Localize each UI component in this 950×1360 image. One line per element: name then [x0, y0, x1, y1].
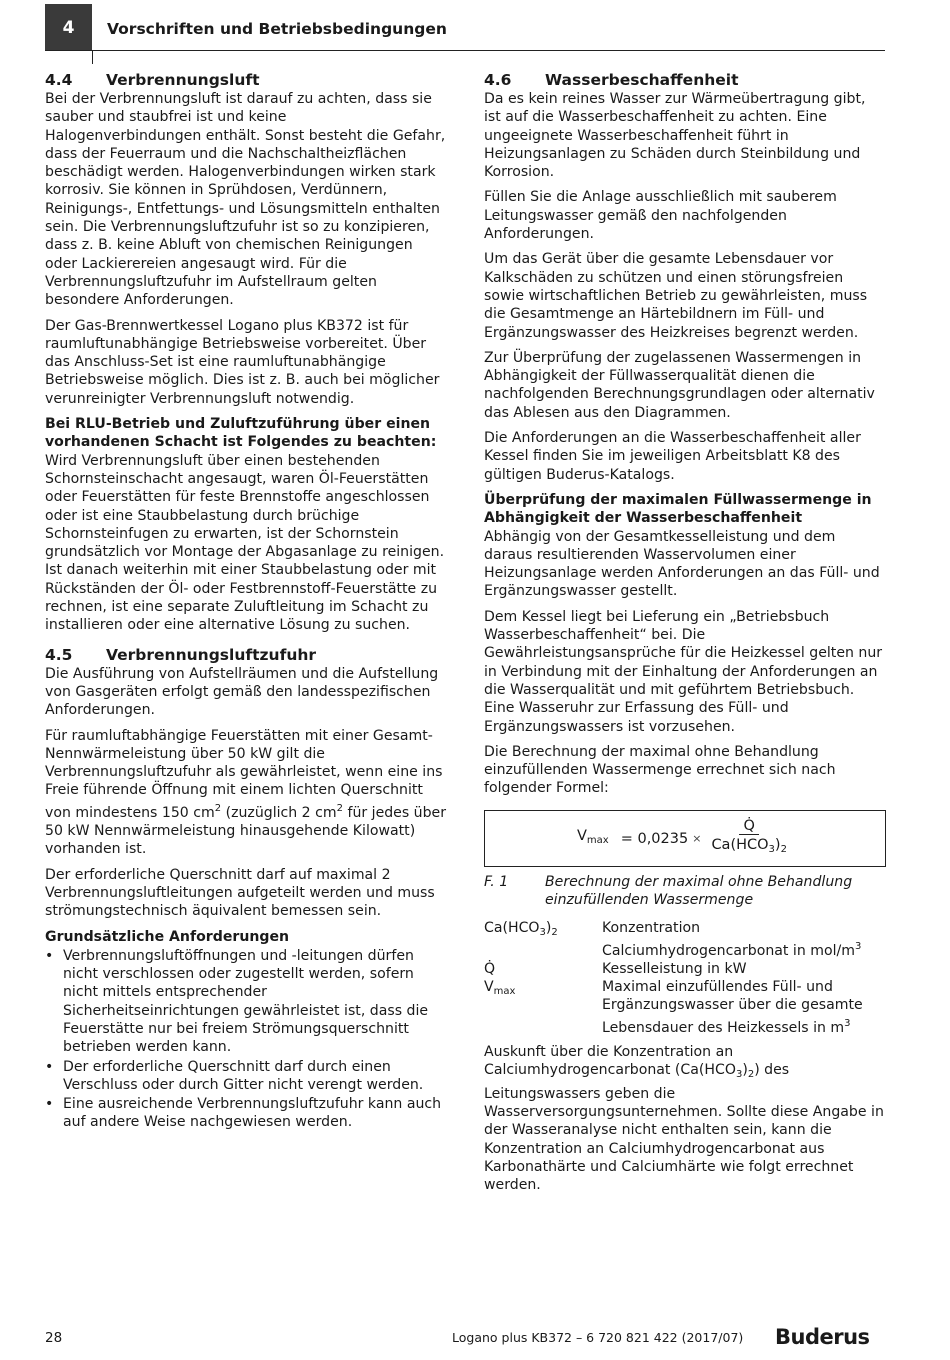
bullet-icon: •	[45, 1096, 54, 1113]
text-run: Q̇	[484, 960, 496, 977]
variable-v: V	[577, 828, 587, 845]
paragraph-cross-section	[45, 727, 447, 859]
legend-description	[602, 978, 886, 1037]
subscript: 2	[780, 844, 787, 856]
section-number: 4.5	[45, 645, 73, 664]
paragraph: Die Berechnung der maximal ohne Behandlung einzufüllenden Wassermenge errechnet sich nach folgender Formel:	[484, 743, 836, 797]
list-item-text: Der erforderliche Querschnitt darf durch einen Verschluss oder durch Gitter nicht verengt werden.	[63, 1058, 424, 1093]
legend-symbol	[484, 960, 602, 978]
formula-box	[484, 810, 886, 867]
paragraph: Um das Gerät über die gesamte Lebensdauer vor Kalkschäden zu schützen und einen störungsfreien sowie wirtschaftlichen Betrieb zu gewährleisten, muss die Gesamtmenge an Härtebildnern im Füll- und Ergänzungswasser des Heizkreises begrenzt werden.	[484, 251, 868, 341]
paragraph: Füllen Sie die Anlage ausschließlich mit sauberem Leitungswasser gemäß den nachfolgenden Anforderungen.	[484, 189, 837, 243]
paragraph: Die Ausführung von Aufstellräumen und die Aufstellung von Gasgeräten erfolgt gemäß den landesspezifischen Anforderungen.	[45, 665, 439, 719]
paragraph-calcium	[484, 1043, 886, 1194]
paragraph: Zur Überprüfung der zugelassenen Wassermengen in Abhängigkeit der Füllwasserqualität dienen die nachfolgenden Berechnungsgrundlagen oder alternativ das Ablesen aus den Diagrammen.	[484, 349, 875, 421]
section-heading-4-4	[45, 70, 447, 90]
header-tick-mark	[92, 50, 93, 64]
fraction-denominator	[707, 835, 791, 859]
chapter-number-badge	[45, 4, 92, 51]
chapter-number: 4	[62, 17, 75, 38]
section-number: 4.6	[484, 71, 512, 89]
list-item	[45, 1058, 447, 1095]
section-heading-4-6	[484, 70, 886, 90]
text-run: für jedes über 50 kW Nennwärmeleistung hinausgehende Kilowatt) vorhanden ist.	[45, 804, 447, 858]
fraction	[707, 818, 791, 859]
subscript: 3	[539, 927, 546, 939]
text-run: Maximal einzufüllendes Füll- und Ergänzungswasser über die gesamte Lebensdauer des Heizkessels in m	[602, 979, 863, 1036]
legend-symbol	[484, 978, 602, 1037]
text-run: )	[545, 920, 552, 937]
text-run: )	[742, 1062, 748, 1079]
bullet-icon: •	[45, 947, 54, 964]
caption-number: F. 1	[484, 873, 509, 890]
legend-description: Kesselleistung in kW	[602, 960, 747, 977]
text-run: ) des Leitungswassers geben die Wasserversorgungsunternehmen. Sollte diese Angabe in der Wasseranalyse nicht enthalten sein, kann die Konzentration an Calciumhydrogencarbonat aus Karbonathärte und Calciumhärte wie folgt errechnet werden.	[484, 1062, 884, 1194]
subscript: 3	[735, 1069, 743, 1081]
superscript: 3	[855, 940, 862, 952]
list-item-text: Eine ausreichende Verbrennungsluftzufuhr kann auch auf andere Weise nachgewiesen werden.	[63, 1096, 442, 1131]
section-title: Verbrennungsluftzufuhr	[106, 645, 317, 664]
paragraph: Dem Kessel liegt bei Lieferung ein „Betriebsbuch Wasserbeschaffenheit“ bei. Die Gewährleistungsansprüche für die Heizkessel gelten nur in Verbindung mit der Einhaltung der Anforderungen an die Wasserqualität und mit geführtem Betriebsbuch. Eine Wasseruhr zur Erfassung des Füll- und Ergänzungswassers ist vorzusehen.	[484, 608, 883, 735]
bold-subheading: Überprüfung der maximalen Füllwassermenge in Abhängigkeit der Wasserbeschaffenheit	[484, 491, 872, 527]
subscript: 2	[551, 927, 558, 939]
section-number: 4.4	[45, 71, 73, 89]
chapter-title: Vorschriften und Betriebsbedingungen	[107, 20, 447, 38]
buderus-logo: Buderus	[775, 1325, 870, 1349]
text-run: Auskunft über die Konzentration an Calciumhydrogencarbonat (Ca(HCO	[484, 1044, 736, 1079]
header-divider	[45, 50, 885, 51]
document-reference: Logano plus KB372 – 6 720 821 422 (2017/07)	[452, 1330, 744, 1345]
legend-symbol	[484, 919, 602, 960]
superscript: 2	[214, 802, 222, 814]
bullet-icon: •	[45, 1058, 54, 1075]
caption-text: Berechnung der maximal ohne Behandlung einzufüllenden Wassermenge	[545, 873, 853, 908]
times-sign: ×	[692, 831, 702, 845]
formula-caption	[484, 873, 886, 910]
formula	[577, 819, 791, 859]
right-column	[484, 70, 886, 1201]
text-run: (zuzüglich 2 cm	[221, 804, 337, 821]
list-item-text: Verbrennungsluftöffnungen und -leitungen dürfen nicht verschlossen oder zugestellt werden, sofern nicht mittels entsprechender Sicherheitseinrichtungen gewährleistet ist, dass die Feuerstätte nur bei freiem Strömungsquerschnitt betrieben werden kann.	[63, 947, 429, 1056]
bold-subheading: Grundsätzliche Anforderungen	[45, 929, 290, 946]
paragraph: Abhängig von der Gesamtkesselleistung und dem daraus resultierenden Wasservolumen einer Heizungsanlage werden Anforderungen an das Füll- und Ergänzungswasser gestellt.	[484, 528, 880, 600]
subscript: 3	[768, 844, 775, 856]
page-number: 28	[45, 1330, 63, 1346]
left-column	[45, 70, 447, 1133]
text-run: Ca(HCO	[484, 920, 540, 937]
text-run: Ca(HCO	[711, 837, 769, 854]
paragraph: Die Anforderungen an die Wasserbeschaffenheit aller Kessel finden Sie im jeweiligen Arbeitsblatt K8 des gültigen Buderus-Katalogs.	[484, 430, 861, 483]
legend-description	[602, 919, 886, 960]
requirements-list	[45, 947, 447, 1132]
subscript: 2	[747, 1069, 755, 1081]
list-item	[45, 1095, 447, 1132]
text-run: Konzentration Calciumhydrogencarbonat in mol/m	[602, 920, 855, 959]
paragraph: Bei der Verbrennungsluft ist darauf zu achten, dass sie sauber und staubfrei ist und keine Halogenverbindungen enthält. Sonst besteht die Gefahr, dass der Feuerraum und die Nachschaltheizflächen beschädigt werden. Halogenverbindungen wirken stark korrosiv. Sie können in Sprühdosen, Verdünnern, Reinigungs-, Entfettungs- und Lösungsmitteln enthalten sein. Die Verbrennungsluftzufuhr ist so zu konzipieren, dass z. B. keine Abluft von chemischen Reinigungen oder Lackierereien angesaugt wird. Für die Verbrennungsluftzufuhr im Aufstellraum gelten besondere Anforderungen.	[45, 91, 446, 309]
formula-legend	[484, 919, 886, 1037]
subscript: max	[493, 986, 516, 998]
fraction-numerator: Q̇	[739, 818, 758, 835]
section-title: Wasserbeschaffenheit	[545, 71, 739, 89]
text-run: V	[484, 979, 494, 996]
text-run: )	[774, 837, 781, 854]
paragraph: Da es kein reines Wasser zur Wärmeübertragung gibt, ist auf die Wasserbeschaffenheit zu achten. Eine ungeeignete Wasserbeschaffenheit führt in Heizungsanlagen zu Schäden durch Steinbildung und Korrosion.	[484, 91, 866, 181]
paragraph: Der Gas-Brennwertkessel Logano plus KB372 ist für raumluftunabhängige Betriebsweise vorbereitet. Über das Anschluss-Set ist eine raumluftunabhängige Betriebsweise möglich. Dies ist z. B. auch bei möglicher verunreinigter Verbrennungsluft notwendig.	[45, 317, 440, 407]
section-title: Verbrennungsluft	[106, 71, 260, 89]
superscript: 2	[336, 802, 343, 814]
bold-subheading: Bei RLU-Betrieb und Zuluftzuführung über einen vorhandenen Schacht ist Folgendes zu beachten:	[45, 416, 437, 451]
subscript: max	[586, 835, 609, 847]
superscript: 3	[844, 1017, 851, 1029]
paragraph: Der erforderliche Querschnitt darf auf maximal 2 Verbrennungsluftleitungen aufgeteilt werden und muss strömungstechnisch äquivalent bemessen sein.	[45, 866, 435, 920]
text-run: Für raumluftabhängige Feuerstätten mit einer Gesamt-Nennwärmeleistung über 50 kW gilt die Verbrennungsluftzufuhr als gewährleistet, wenn eine ins Freie führende Öffnung mit einem lichten Querschnitt von mindestens 150 cm	[45, 727, 443, 821]
formula-coefficient: = 0,0235	[620, 830, 689, 847]
formula-lhs	[577, 827, 609, 850]
list-item	[45, 947, 447, 1057]
paragraph: Wird Verbrennungsluft über einen bestehenden Schornsteinschacht angesaugt, waren Öl-Feuerstätten oder Feuerstätten für feste Brennstoffe angeschlossen oder ist eine Staubbelastung durch brüchige Schornsteinfugen zu erwarten, ist der Schornstein grundsätzlich vor Montage der Abgasanlage zu reinigen. Ist danach weiterhin mit einer Staubbelastung oder mit Rückständen der Öl- oder Festbrennstoff-Feuerstätte zu rechnen, ist eine separate Zuluftleitung im Schacht zu installieren oder eine alternative Lösung zu suchen.	[45, 452, 445, 634]
section-heading-4-5	[45, 645, 447, 665]
